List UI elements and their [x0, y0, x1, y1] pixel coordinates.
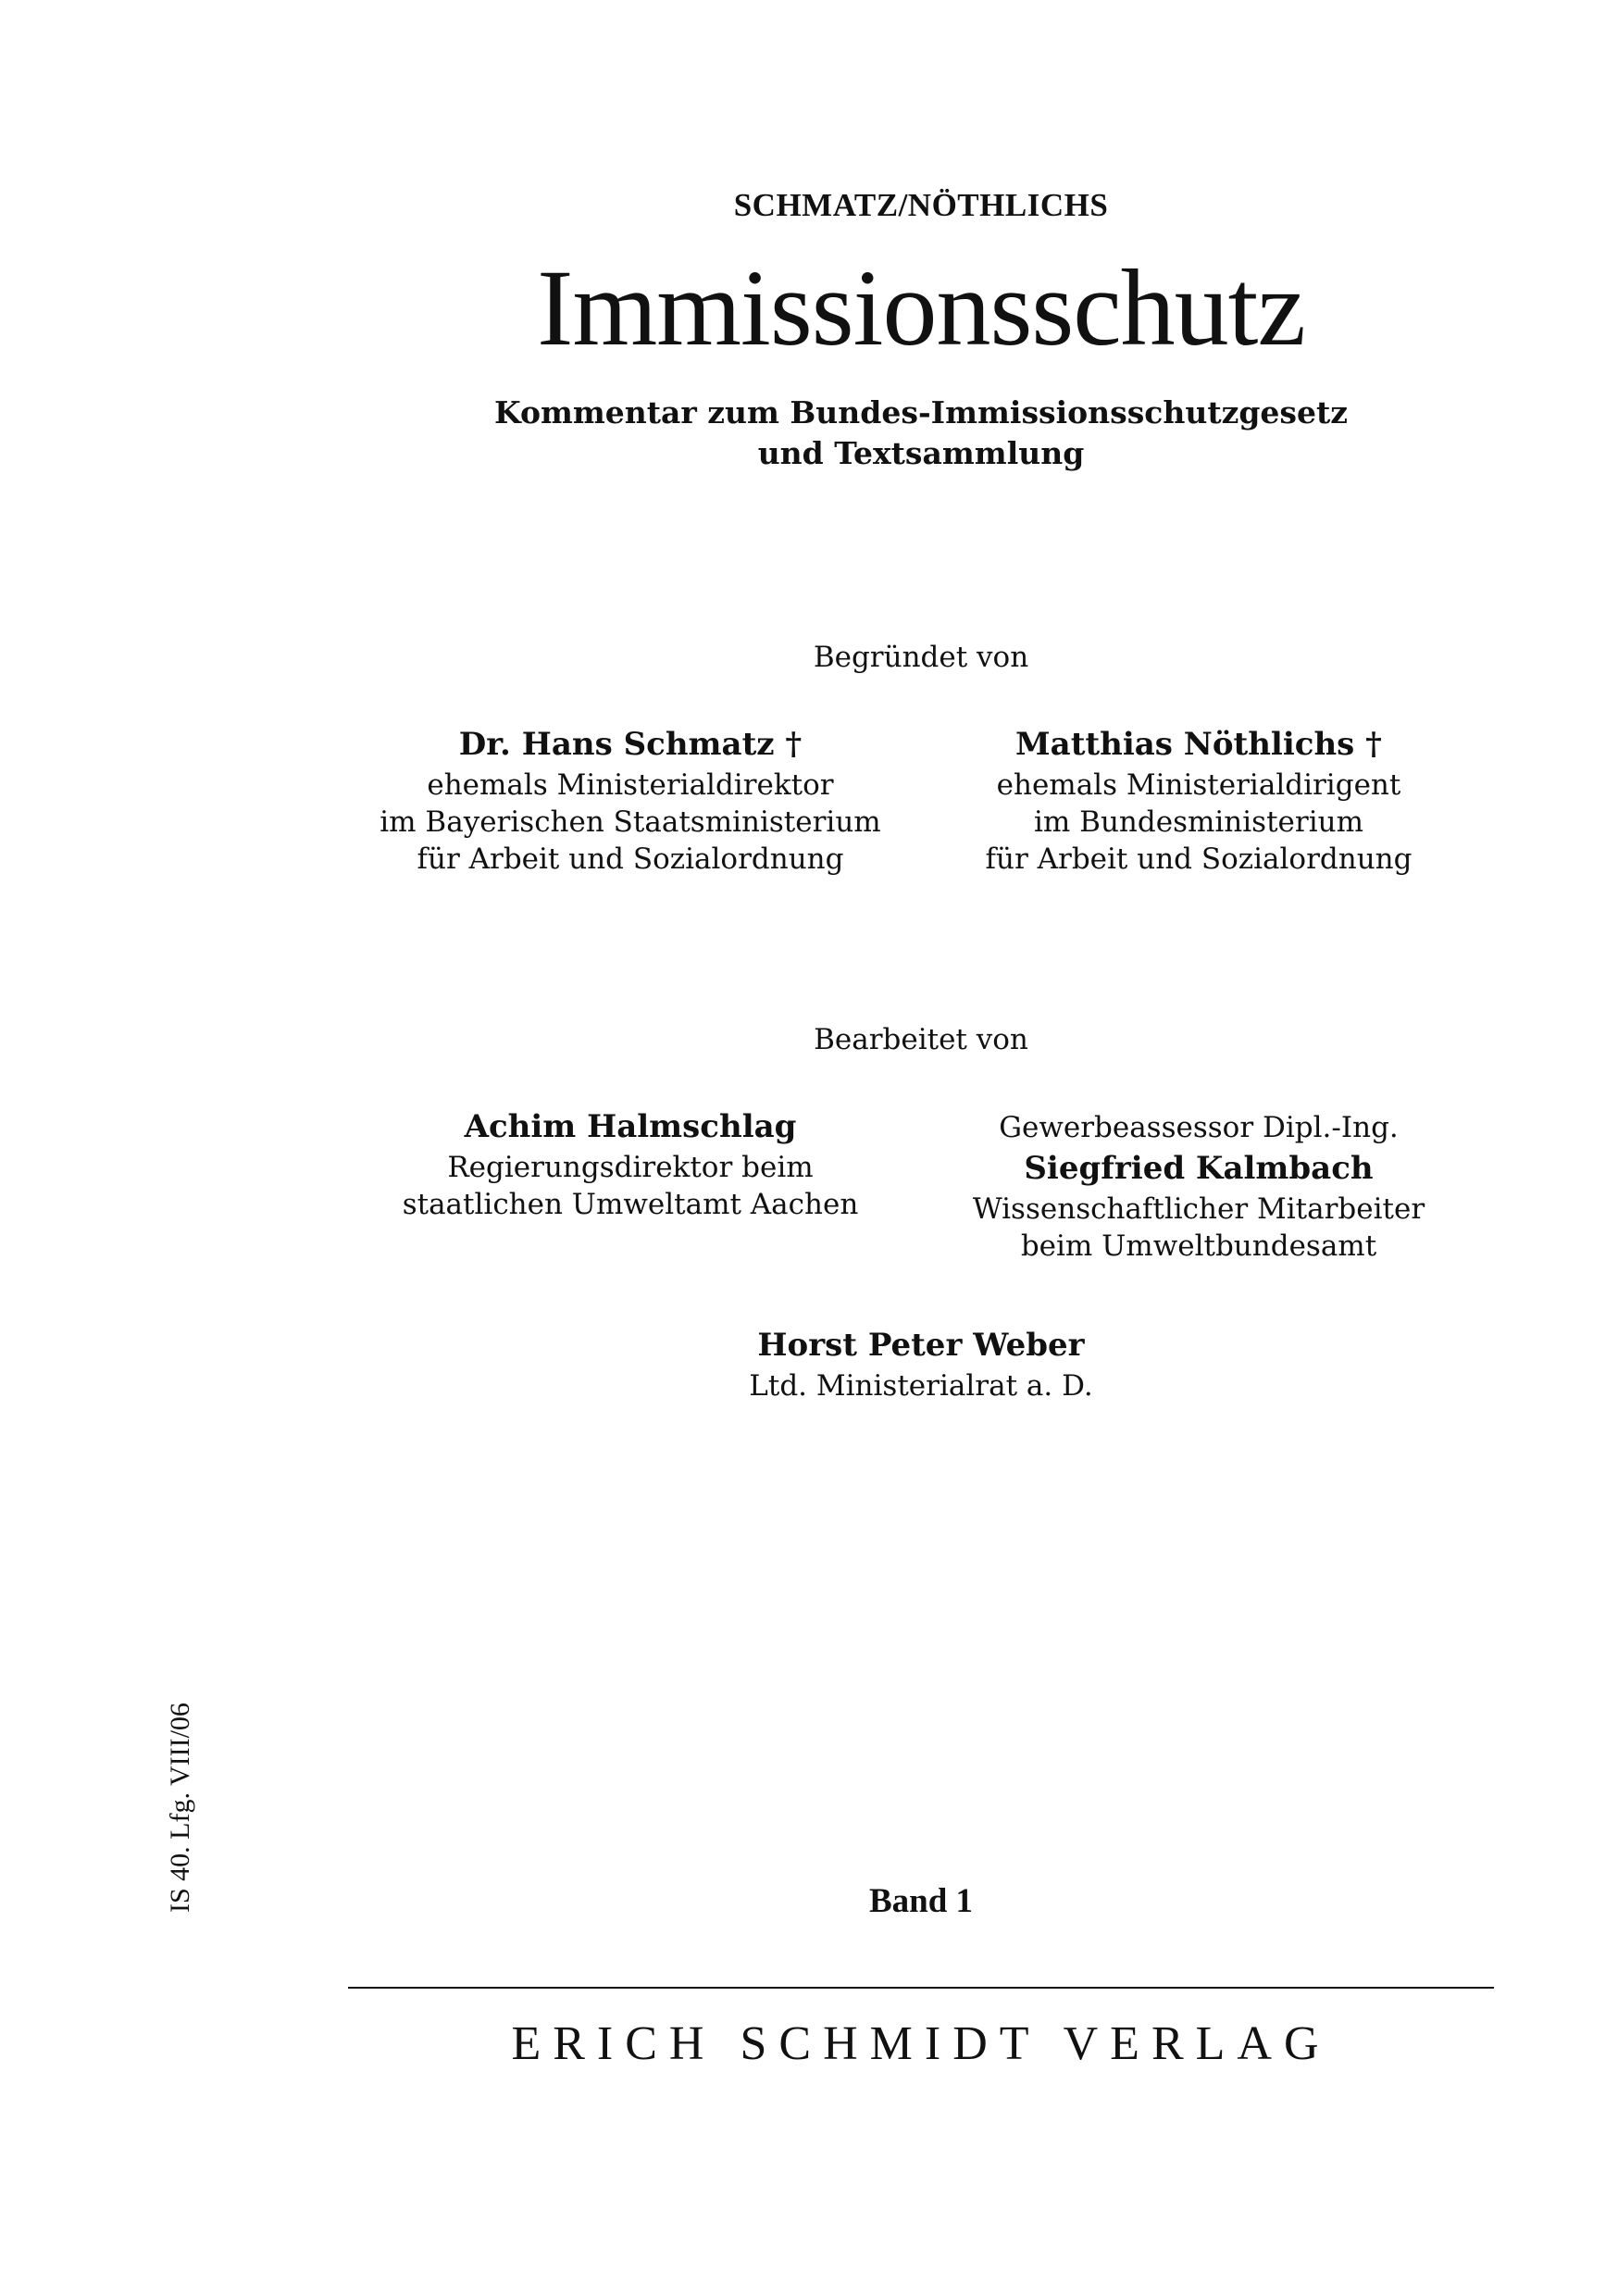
book-title: Immissionsschutz	[537, 247, 1305, 368]
founder-role-line: für Arbeit und Sozialordnung	[417, 842, 844, 876]
founded-by-label: Begründet von	[813, 641, 1029, 674]
founder-role-line: ehemals Ministerialdirigent	[996, 768, 1401, 802]
subtitle-line-1: Kommentar zum Bundes-Immissionsschutzgesetz	[493, 394, 1348, 430]
editor-name: Siegfried Kalmbach	[1024, 1150, 1374, 1187]
founder-noethlichs	[921, 722, 1476, 878]
subtitle-line-2: und Textsammlung	[757, 435, 1085, 471]
founder-role-line: im Bundesministerium	[1034, 805, 1363, 839]
editor-role-line: Regierungsdirektor beim	[447, 1151, 814, 1184]
founder-role-line: ehemals Ministerialdirektor	[427, 768, 834, 802]
editor-name: Horst Peter Weber	[757, 1327, 1085, 1364]
editor-role-line: Ltd. Ministerialrat a. D.	[749, 1369, 1093, 1403]
volume-label: Band 1	[868, 1882, 974, 1920]
publisher-name: ERICH SCHMIDT VERLAG	[511, 2017, 1331, 2070]
editor-role-line: Wissenschaftlicher Mitarbeiter	[972, 1192, 1425, 1226]
editor-role-line: staatlichen Umweltamt Aachen	[402, 1188, 859, 1221]
founder-schmatz	[353, 722, 908, 878]
founder-role-line: im Bayerischen Staatsministerium	[380, 805, 881, 839]
founder-name: Dr. Hans Schmatz †	[458, 726, 803, 763]
editor-name: Achim Halmschlag	[464, 1108, 797, 1145]
book-subtitle	[348, 393, 1494, 474]
editor-kalmbach	[921, 1109, 1476, 1265]
publisher-divider	[348, 1987, 1494, 1989]
editor-halmschlag	[353, 1104, 908, 1223]
edited-by-label: Bearbeitet von	[814, 1023, 1028, 1056]
editor-role-line: beim Umweltbundesamt	[1020, 1229, 1377, 1263]
editor-weber	[348, 1323, 1494, 1404]
founder-name: Matthias Nöthlichs †	[1015, 726, 1382, 763]
editor-title-line: Gewerbeassessor Dipl.-Ing.	[999, 1111, 1399, 1144]
edition-side-note: IS 40. Lfg. VIII/06	[165, 1703, 195, 1913]
series-authors: SCHMATZ/NÖTHLICHS	[733, 187, 1109, 223]
founder-role-line: für Arbeit und Sozialordnung	[985, 842, 1413, 876]
